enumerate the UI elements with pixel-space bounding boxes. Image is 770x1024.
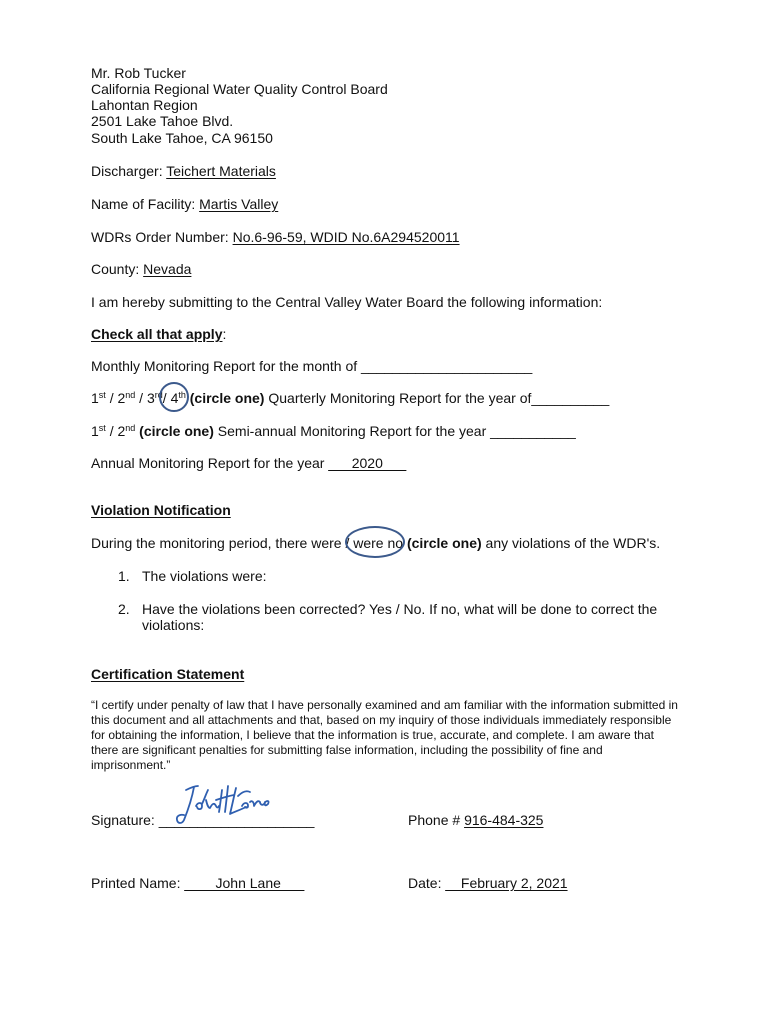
discharger-label: Discharger: bbox=[91, 163, 167, 179]
separator: / bbox=[105, 423, 118, 439]
semiannual-report-line bbox=[91, 423, 576, 439]
check-heading-text: Check all that apply bbox=[91, 326, 223, 342]
facility-label: Name of Facility: bbox=[91, 196, 200, 212]
check-heading-colon: : bbox=[222, 326, 227, 342]
county-field bbox=[91, 261, 191, 277]
hand-drawn-circle-4th bbox=[159, 382, 189, 412]
date-label: Date: bbox=[408, 875, 446, 891]
intro-text: I am hereby submitting to the Central Valley Water Board the following information: bbox=[91, 294, 603, 310]
circle-one-instruction: (circle one) bbox=[135, 423, 214, 439]
signature-field bbox=[91, 812, 314, 828]
hand-drawn-circle-were-no bbox=[345, 526, 405, 558]
facility-field bbox=[91, 196, 278, 212]
county-value: Nevada bbox=[143, 261, 192, 277]
wdrs-value: No.6-96-59, WDID No.6A294520011 bbox=[232, 229, 460, 245]
check-heading bbox=[91, 326, 226, 342]
recipient-city: South Lake Tahoe, CA 96150 bbox=[91, 130, 273, 146]
quarter-2-suffix: nd bbox=[125, 390, 136, 400]
signature-label: Signature: bbox=[91, 812, 159, 828]
wdrs-field bbox=[91, 229, 460, 245]
printed-name-value: ____John Lane___ bbox=[184, 875, 305, 891]
annual-report-year: ___2020___ bbox=[328, 455, 407, 471]
half-1-suffix: st bbox=[98, 423, 106, 433]
recipient-organization: California Regional Water Quality Control Board bbox=[91, 81, 388, 97]
wdrs-label: WDRs Order Number: bbox=[91, 229, 233, 245]
half-2: 2 bbox=[117, 423, 126, 439]
recipient-name: Mr. Rob Tucker bbox=[91, 65, 186, 81]
half-1: 1 bbox=[91, 423, 99, 439]
violation-item-2-text: Have the violations been corrected? Yes / No. If no, what will be done to correct the bbox=[142, 601, 658, 617]
circle-one-instruction: (circle one) bbox=[185, 390, 265, 406]
discharger-value: Teichert Materials bbox=[166, 163, 276, 179]
quarter-3: 3 bbox=[146, 390, 155, 406]
recipient-street: 2501 Lake Tahoe Blvd. bbox=[91, 113, 234, 129]
facility-value: Martis Valley bbox=[199, 196, 279, 212]
violation-were-no: were no bbox=[353, 535, 404, 551]
certification-heading: Certification Statement bbox=[91, 666, 245, 682]
annual-report-text: Annual Monitoring Report for the year bbox=[91, 455, 329, 471]
phone-value: 916-484-325 bbox=[464, 812, 544, 828]
violation-sentence-end: any violations of the WDR's. bbox=[481, 535, 661, 551]
quarter-1: 1 bbox=[91, 390, 99, 406]
certification-statement: “I certify under penalty of law that I have personally examined and am familiar with the information submitted in this document and all attachments and that, based on my inquiry of those individuals immediately responsible for obtaining the information, I believe that the information is true, accurate, and complete. I am aware that there are significant penalties for submitting false information, including the possibility of fine and imprisonment.” bbox=[91, 698, 678, 772]
violation-item-2-number: 2. bbox=[118, 601, 130, 617]
violation-item-1-text: The violations were: bbox=[142, 568, 267, 584]
violation-sentence-start: During the monitoring period, there were / bbox=[91, 535, 354, 551]
quarter-3-suffix: rd bbox=[154, 390, 163, 400]
quarter-1-suffix: st bbox=[98, 390, 106, 400]
semiannual-report-text: Semi-annual Monitoring Report for the year ___________ bbox=[213, 423, 576, 439]
quarter-4-suffix: th bbox=[178, 390, 186, 400]
quarterly-report-text: Quarterly Monitoring Report for the year of__________ bbox=[264, 390, 610, 406]
separator: / bbox=[135, 390, 147, 406]
discharger-field bbox=[91, 163, 276, 179]
violation-item-2-continuation: violations: bbox=[142, 617, 205, 633]
quarter-4: 4 bbox=[170, 390, 179, 406]
circle-one-instruction: (circle one) bbox=[403, 535, 482, 551]
signature-line: ____________________ bbox=[158, 812, 315, 828]
date-field bbox=[408, 875, 568, 891]
printed-name-field bbox=[91, 875, 304, 891]
county-label: County: bbox=[91, 261, 144, 277]
half-2-suffix: nd bbox=[125, 423, 136, 433]
separator: / bbox=[162, 390, 171, 406]
quarter-2: 2 bbox=[117, 390, 126, 406]
date-value: __February 2, 2021 bbox=[445, 875, 568, 891]
phone-field bbox=[408, 812, 543, 828]
printed-name-label: Printed Name: bbox=[91, 875, 185, 891]
monthly-report-line: Monthly Monitoring Report for the month of ______________________ bbox=[91, 358, 533, 374]
separator: / bbox=[105, 390, 118, 406]
phone-label: Phone # bbox=[408, 812, 465, 828]
recipient-region: Lahontan Region bbox=[91, 97, 198, 113]
violation-item-1-number: 1. bbox=[118, 568, 130, 584]
annual-report-line bbox=[91, 455, 406, 471]
violation-heading: Violation Notification bbox=[91, 502, 231, 518]
